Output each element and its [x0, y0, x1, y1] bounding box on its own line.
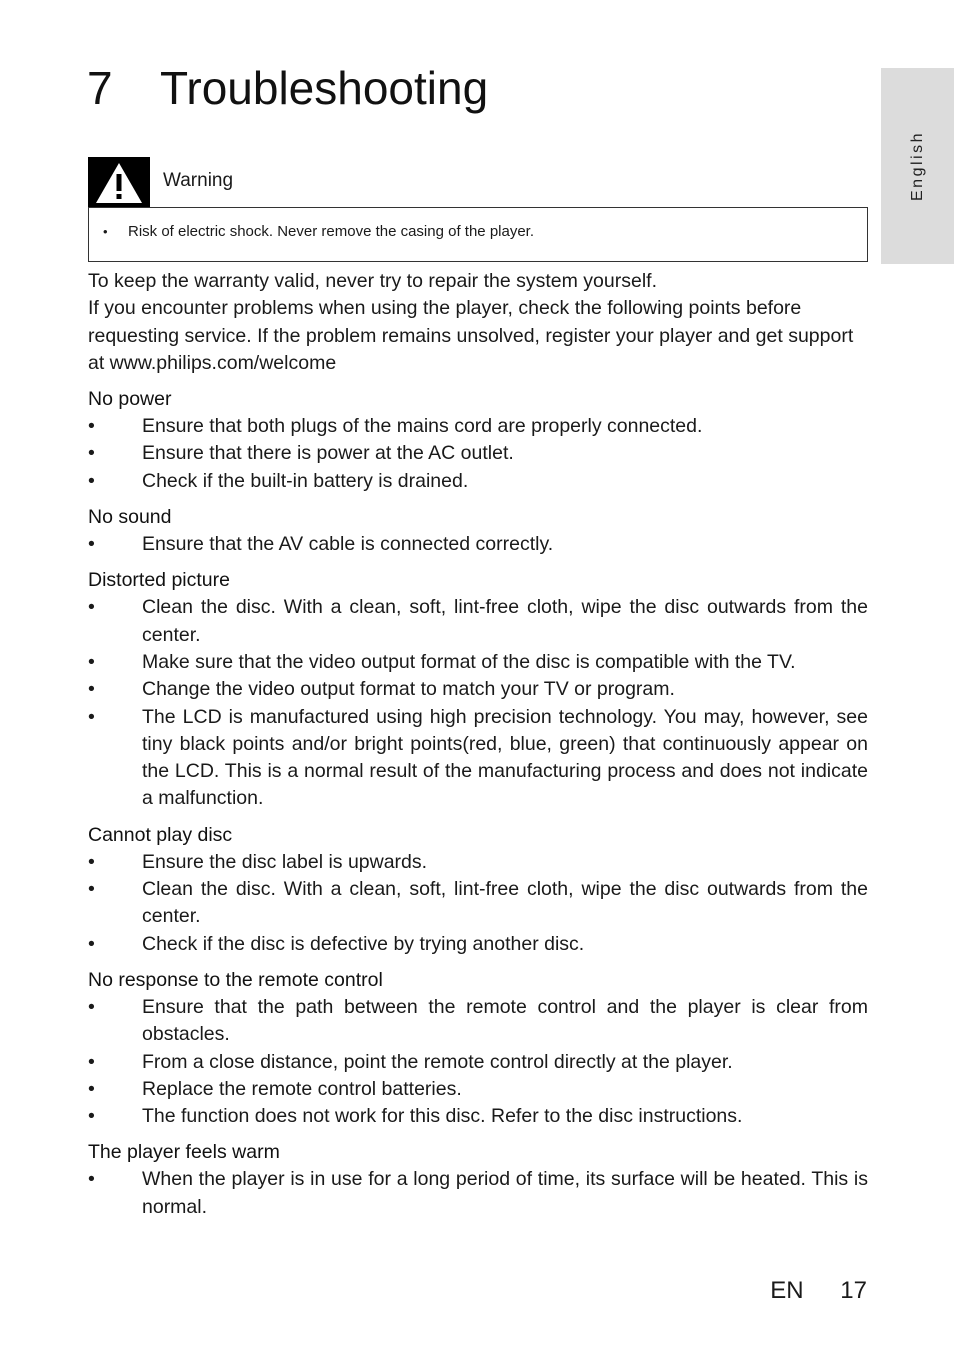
list-item-text: • Clean the disc. With a clean, soft, lint-free cloth, wipe the disc outwards from the center. — [142, 596, 868, 646]
chapter-title: Troubleshooting — [160, 62, 489, 114]
list-item — [88, 704, 868, 813]
list-item-text: • Ensure the disc label is upwards. — [142, 850, 428, 873]
section-heading: The player feels warm — [88, 1141, 280, 1164]
list-item — [88, 413, 868, 440]
section-heading: No sound — [88, 506, 172, 529]
warning-text: Risk of electric shock. Never remove the casing of the player. — [128, 223, 535, 240]
list-item-text: • Check if the built-in battery is drained. — [142, 469, 469, 492]
list-item — [88, 994, 868, 1049]
section-distorted-picture — [88, 567, 868, 812]
section-no-power — [88, 386, 868, 495]
list-item-text: • Ensure that the path between the remote control and the player is clear from obstacles. — [142, 995, 868, 1046]
list-item-text: • The LCD is manufactured using high precision technology. You may, however, see tiny black points and/or bright points(red, blue, green) that continuously appear on the LCD. This is a normal result of the manufacturing process and does not indicate a malfunction. — [142, 705, 868, 810]
list-item — [88, 1049, 868, 1076]
section-cannot-play-disc — [88, 822, 868, 958]
list-item — [88, 1103, 868, 1130]
list-item — [88, 876, 868, 931]
warning-label: Warning — [163, 170, 234, 191]
section-no-response-remote — [88, 967, 868, 1130]
list-item-text: • Make sure that the video output format of the disc is compatible with the TV. — [142, 650, 796, 673]
page-footer — [770, 1272, 867, 1310]
list-item-text: • The function does not work for this disc. Refer to the disc instructions. — [142, 1105, 743, 1128]
section-heading: No response to the remote control — [88, 968, 383, 991]
list-item — [88, 931, 868, 958]
list-item — [88, 440, 868, 467]
list-item — [88, 676, 868, 703]
list-item — [88, 649, 868, 676]
footer-language: EN — [770, 1277, 804, 1304]
section-player-feels-warm — [88, 1139, 868, 1221]
list-item-text: • Ensure that the AV cable is connected correctly. — [142, 533, 554, 556]
section-heading: Cannot play disc — [88, 823, 233, 846]
list-item — [88, 849, 868, 876]
list-item-text: • Check if the disc is defective by trying another disc. — [142, 932, 585, 955]
warning-bullet: • — [103, 224, 108, 239]
intro-paragraph-2: If you encounter problems when using the player, check the following points before requesting service. If the problem remains unsolved, register your player and get support at www.philips.com/welcome — [88, 297, 854, 374]
list-item — [88, 531, 868, 558]
section-heading: No power — [88, 388, 172, 411]
language-tab-label: English — [908, 131, 926, 201]
list-item-text: • Change the video output format to match your TV or program. — [142, 678, 675, 701]
list-item-text: • Ensure that both plugs of the mains cord are properly connected. — [142, 415, 703, 438]
troubleshooting-content — [88, 268, 868, 1221]
list-item-text: • Clean the disc. With a clean, soft, lint-free cloth, wipe the disc outwards from the center. — [142, 878, 868, 928]
list-item — [88, 1076, 868, 1103]
list-item-text: • From a close distance, point the remote control directly at the player. — [142, 1050, 733, 1073]
intro — [88, 268, 868, 377]
intro-paragraph-1: To keep the warranty valid, never try to repair the system yourself. — [88, 270, 657, 292]
section-heading: Distorted picture — [88, 569, 230, 592]
warning-box — [88, 207, 868, 262]
list-item-text: • When the player is in use for a long period of time, its surface will be heated. This is normal. — [142, 1168, 868, 1218]
list-item — [88, 594, 868, 649]
chapter-number: 7 — [87, 62, 113, 114]
warning-icon — [88, 157, 150, 207]
section-no-sound — [88, 504, 868, 558]
language-tab — [881, 68, 954, 264]
list-item — [88, 468, 868, 495]
list-item-text: • Replace the remote control batteries. — [142, 1077, 462, 1100]
list-item-text: • Ensure that there is power at the AC outlet. — [142, 442, 514, 465]
page-number: 17 — [840, 1277, 867, 1304]
list-item — [88, 1166, 868, 1221]
